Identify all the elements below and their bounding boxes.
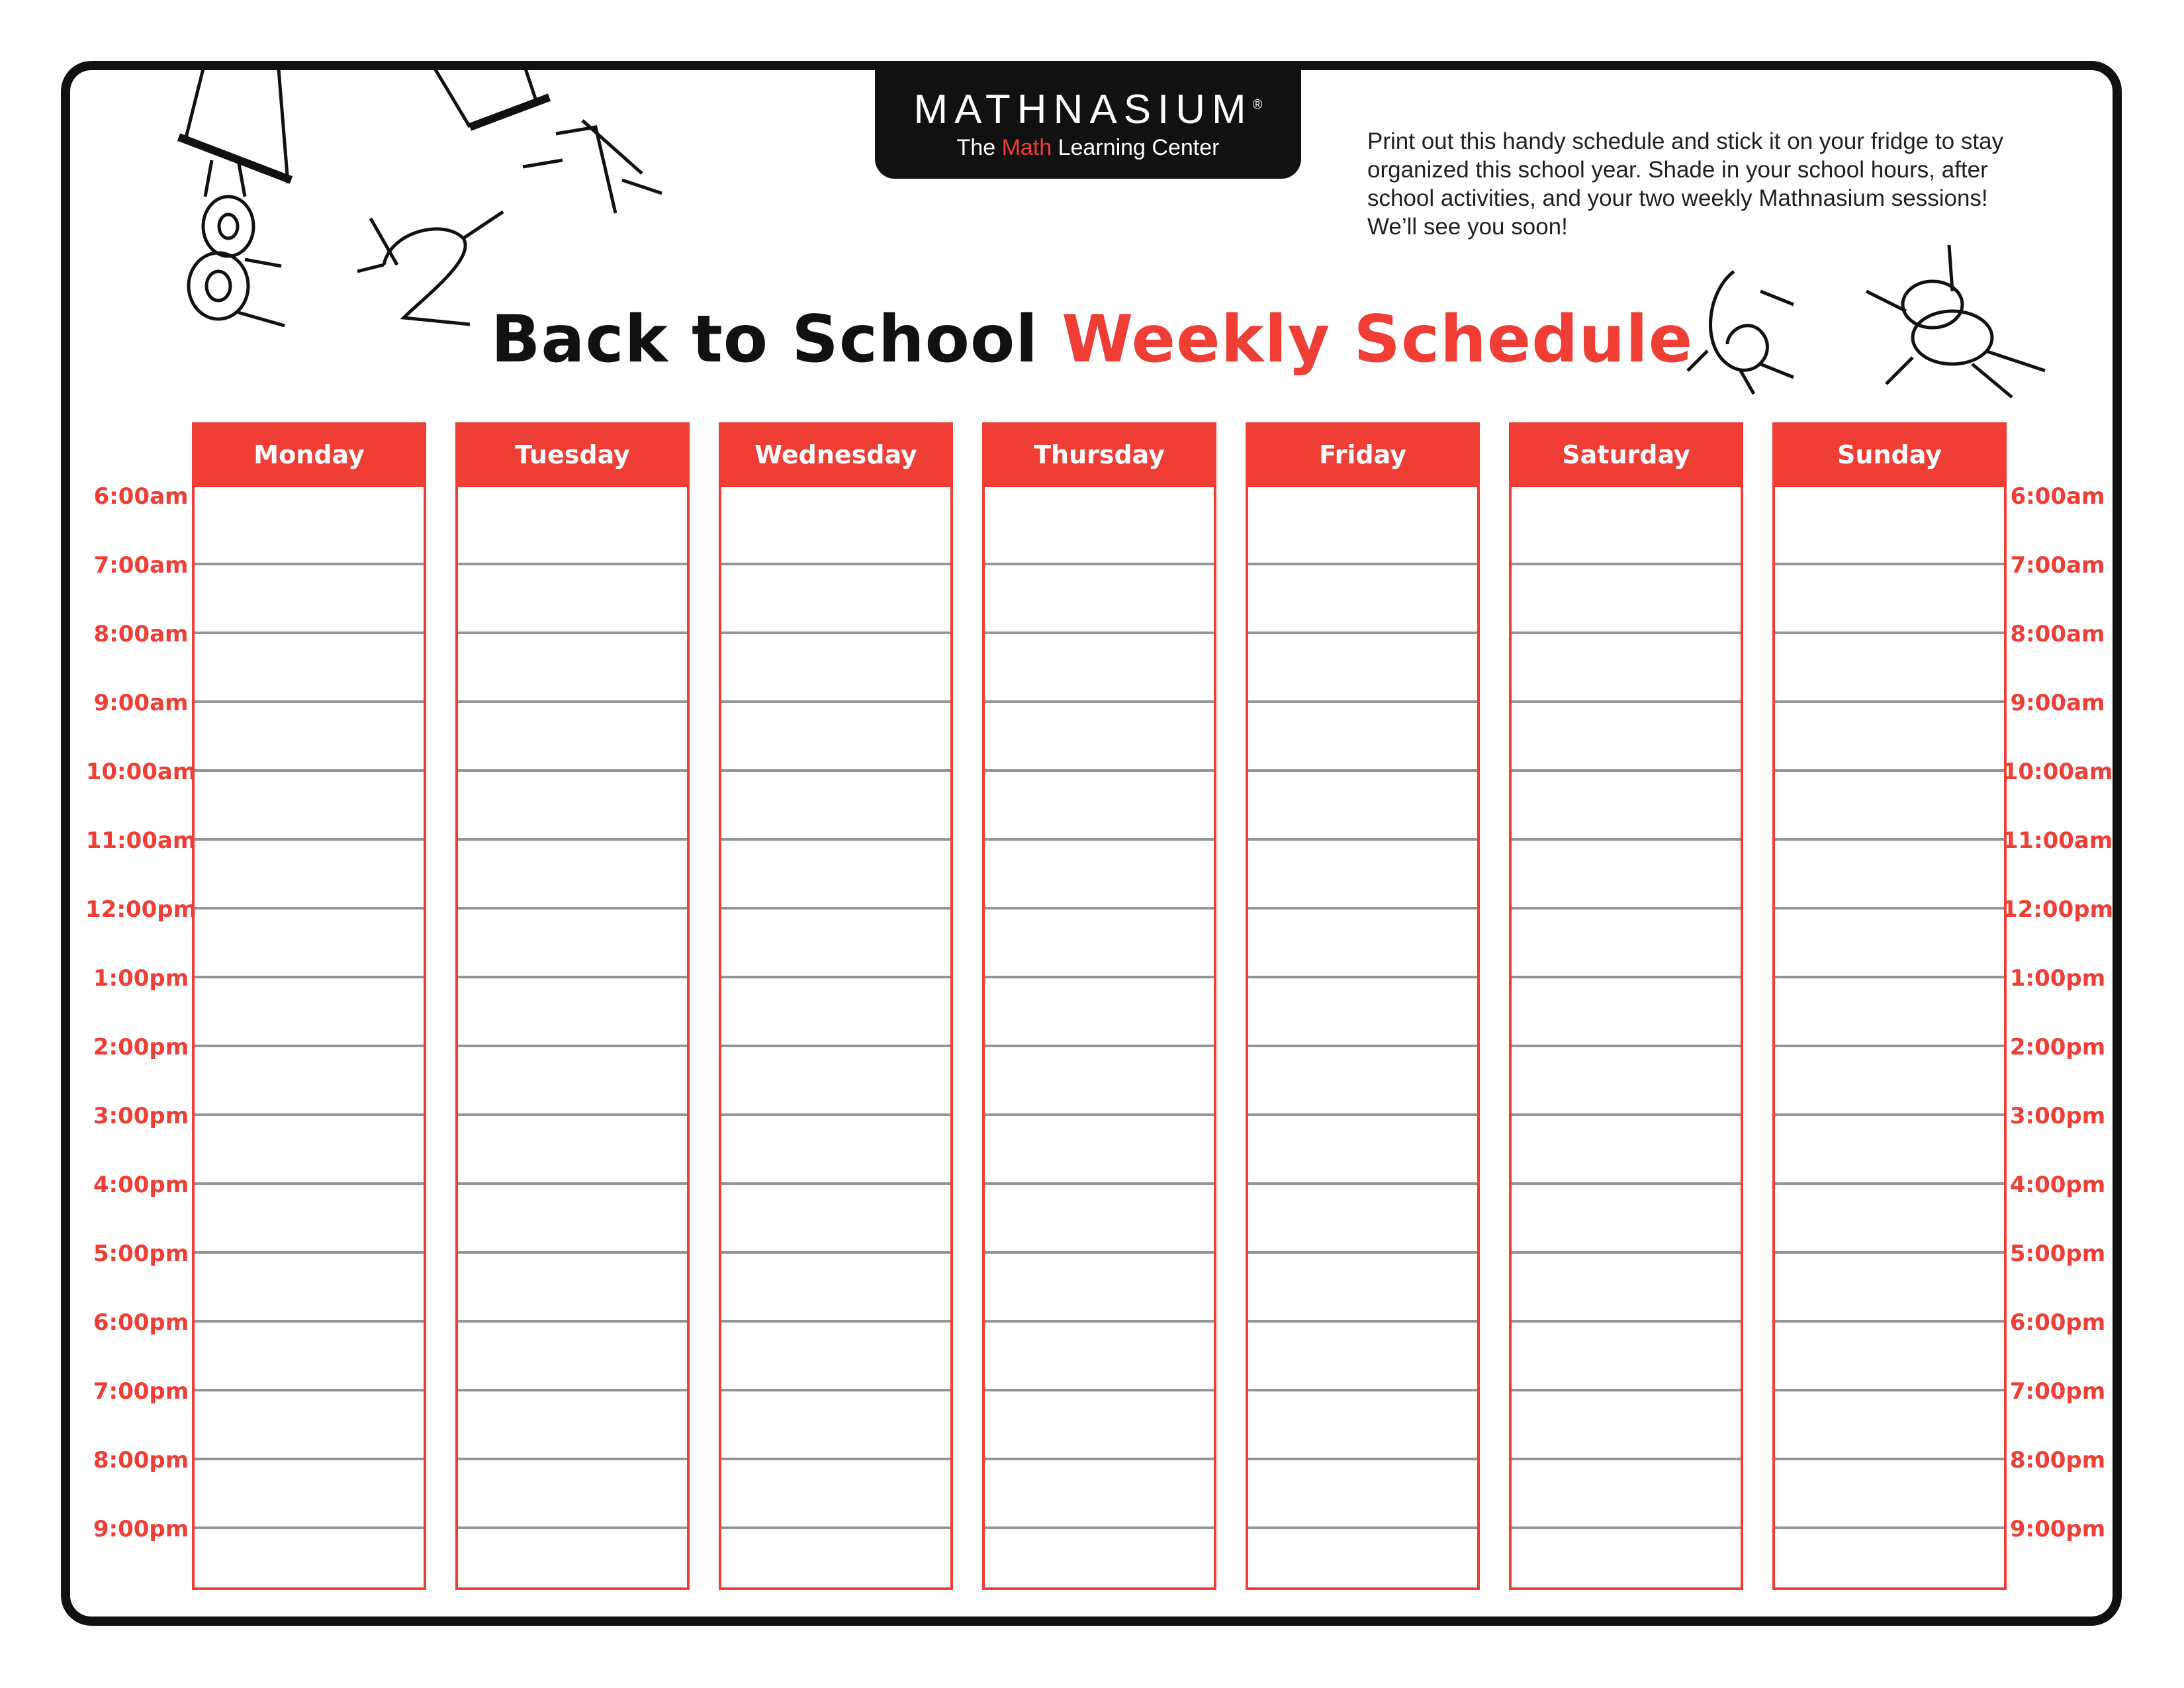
hour-row-line [985,907,1214,910]
time-label-right: 7:00am [2010,552,2105,579]
time-label-right: 4:00pm [2009,1172,2106,1198]
day-column-friday [1246,422,1480,1590]
time-label-right: 3:00pm [2009,1103,2106,1129]
hour-row-line [1775,1045,2004,1047]
hour-row-line [985,1526,1214,1529]
hour-row-line [458,1389,687,1391]
hour-row-line [1248,1458,1477,1460]
hour-row-line [458,838,687,841]
hour-row-line [1512,838,1741,841]
day-header: Wednesday [719,422,953,487]
hour-row-line [458,1113,687,1116]
hour-row-line [1512,563,1741,565]
hour-row-line [458,1182,687,1185]
hour-row-line [985,1182,1214,1185]
hour-row-line [721,1526,950,1529]
day-header: Sunday [1772,422,2007,487]
time-label-left: 9:00pm [93,1516,189,1542]
intro-text [1367,127,2069,241]
hour-row-line [1775,700,2004,703]
logo-tagline: The Math Learning Center [956,135,1220,160]
intro-line: Print out this handy schedule and stick it on your fridge to stay [1367,128,2004,154]
hour-row-line [721,1389,950,1391]
hour-row-line [195,976,424,978]
hour-row-line [1248,1320,1477,1323]
hour-row-line [721,1320,950,1323]
hour-row-line [1775,838,2004,841]
hour-row-line [458,563,687,565]
hour-row-line [1248,632,1477,634]
hour-row-line [721,907,950,910]
day-header: Tuesday [455,422,690,487]
hour-row-line [458,1045,687,1047]
hour-row-line [721,1045,950,1047]
hour-row-line [985,1389,1214,1391]
time-label-left: 4:00pm [93,1172,189,1198]
mathnasium-logo [875,61,1301,179]
day-column-monday [192,422,426,1590]
intro-line: We’ll see you soon! [1367,214,1568,240]
hour-row-line [985,1458,1214,1460]
hour-row-line [1248,1113,1477,1116]
time-label-right: 9:00am [2010,690,2105,716]
time-label-right: 1:00pm [2009,965,2106,992]
time-label-left: 8:00pm [93,1447,189,1474]
hour-row-line [1775,1251,2004,1254]
hour-row-line [721,769,950,772]
time-label-left: 3:00pm [93,1103,189,1129]
hour-row-line [1775,976,2004,978]
hour-row-line [1248,769,1477,772]
hour-row-line [1512,1251,1741,1254]
time-label-left: 5:00pm [93,1241,189,1267]
time-label-left: 10:00am [85,759,197,785]
hour-row-line [1248,976,1477,978]
day-column-tuesday [455,422,690,1590]
hour-row-line [1775,907,2004,910]
time-label-right: 5:00pm [2009,1241,2106,1267]
hour-row-line [721,838,950,841]
hour-row-line [1248,1251,1477,1254]
day-column-thursday [982,422,1216,1590]
time-label-right: 2:00pm [2009,1034,2106,1060]
hour-row-line [458,1320,687,1323]
intro-line: school activities, and your two weekly Mathnasium sessions! [1367,185,1988,211]
time-label-left: 11:00am [85,827,197,854]
hour-row-line [1512,1182,1741,1185]
hour-row-line [721,563,950,565]
day-header: Friday [1246,422,1480,487]
hour-row-line [195,632,424,634]
hour-row-line [195,838,424,841]
hour-row-line [985,1045,1214,1047]
hour-row-line [1248,563,1477,565]
hour-row-line [195,907,424,910]
hour-row-line [1248,907,1477,910]
time-label-left: 2:00pm [93,1034,189,1060]
hour-row-line [1512,769,1741,772]
time-label-right: 11:00am [2002,827,2113,854]
hour-row-line [1775,632,2004,634]
hour-row-line [195,700,424,703]
title-part-2: Weekly Schedule [1062,302,1694,377]
hour-row-line [195,1182,424,1185]
hour-row-line [1775,563,2004,565]
hour-row-line [1775,769,2004,772]
time-label-right: 8:00am [2010,621,2105,647]
day-column-wednesday [719,422,953,1590]
hour-row-line [721,1251,950,1254]
time-label-right: 6:00pm [2009,1309,2106,1336]
time-label-left: 6:00am [93,483,189,510]
hour-row-line [721,1113,950,1116]
hour-row-line [985,838,1214,841]
hour-row-line [1512,1526,1741,1529]
hour-row-line [458,1526,687,1529]
logo-wordmark: MATHNASIUM® [913,87,1263,132]
hour-row-line [1775,1182,2004,1185]
number-6-character-icon [1681,265,1813,397]
hour-row-line [985,563,1214,565]
time-label-right: 9:00pm [2009,1516,2106,1542]
hour-row-line [458,976,687,978]
hour-row-line [985,976,1214,978]
hour-row-line [1775,1389,2004,1391]
hour-row-line [1512,1113,1741,1116]
hour-row-line [721,1458,950,1460]
hour-row-line [458,769,687,772]
hour-row-line [1248,838,1477,841]
time-label-left: 12:00pm [85,896,197,923]
hour-row-line [985,1113,1214,1116]
intro-line: organized this school year. Shade in your school hours, after [1367,157,1988,183]
hour-row-line [1248,1526,1477,1529]
hour-row-line [1512,1045,1741,1047]
time-label-right: 10:00am [2002,759,2113,785]
hour-row-line [1775,1526,2004,1529]
hour-row-line [1248,1182,1477,1185]
hour-row-line [1512,632,1741,634]
hour-row-line [458,700,687,703]
hour-row-line [458,1251,687,1254]
time-label-right: 6:00am [2010,483,2105,510]
hour-row-line [1775,1320,2004,1323]
hour-row-line [195,1045,424,1047]
hour-row-line [195,1113,424,1116]
hour-row-line [1512,1458,1741,1460]
day-header: Saturday [1509,422,1743,487]
day-header: Thursday [982,422,1216,487]
hour-row-line [721,632,950,634]
hour-row-line [1248,1045,1477,1047]
day-column-sunday [1772,422,2007,1590]
hour-row-line [458,907,687,910]
time-label-left: 6:00pm [93,1309,189,1336]
time-label-left: 8:00am [93,621,189,647]
hour-row-line [195,1389,424,1391]
hour-row-line [458,1458,687,1460]
hour-row-line [1512,1389,1741,1391]
hour-row-line [721,976,950,978]
number-2-character-icon [344,192,516,338]
number-8-on-swing-icon [165,61,318,352]
hour-row-line [195,563,424,565]
time-label-left: 7:00am [93,552,189,579]
time-label-left: 9:00am [93,690,189,716]
hour-row-line [195,1320,424,1323]
hour-row-line [1512,1320,1741,1323]
hour-row-line [1248,1389,1477,1391]
hour-row-line [985,769,1214,772]
time-label-right: 12:00pm [2002,896,2113,923]
hour-row-line [985,1320,1214,1323]
hour-row-line [985,1251,1214,1254]
hour-row-line [1775,1113,2004,1116]
day-header: Monday [192,422,426,487]
time-label-right: 8:00pm [2009,1447,2106,1474]
hour-row-line [195,1526,424,1529]
hour-row-line [1512,976,1741,978]
hour-row-line [1512,700,1741,703]
hour-row-line [195,1251,424,1254]
hour-row-line [1512,907,1741,910]
hour-row-line [195,769,424,772]
time-label-left: 7:00pm [93,1378,189,1405]
time-label-left: 1:00pm [93,965,189,992]
snorkel-diver-character-icon [1853,245,2065,404]
hour-row-line [721,700,950,703]
title-part-1: Back to School [490,302,1038,377]
hour-row-line [985,632,1214,634]
day-column-saturday [1509,422,1743,1590]
hour-row-line [1248,700,1477,703]
hour-row-line [1775,1458,2004,1460]
hour-row-line [458,632,687,634]
hour-row-line [195,1458,424,1460]
hour-row-line [985,700,1214,703]
time-label-right: 7:00pm [2009,1378,2106,1405]
hour-row-line [721,1182,950,1185]
